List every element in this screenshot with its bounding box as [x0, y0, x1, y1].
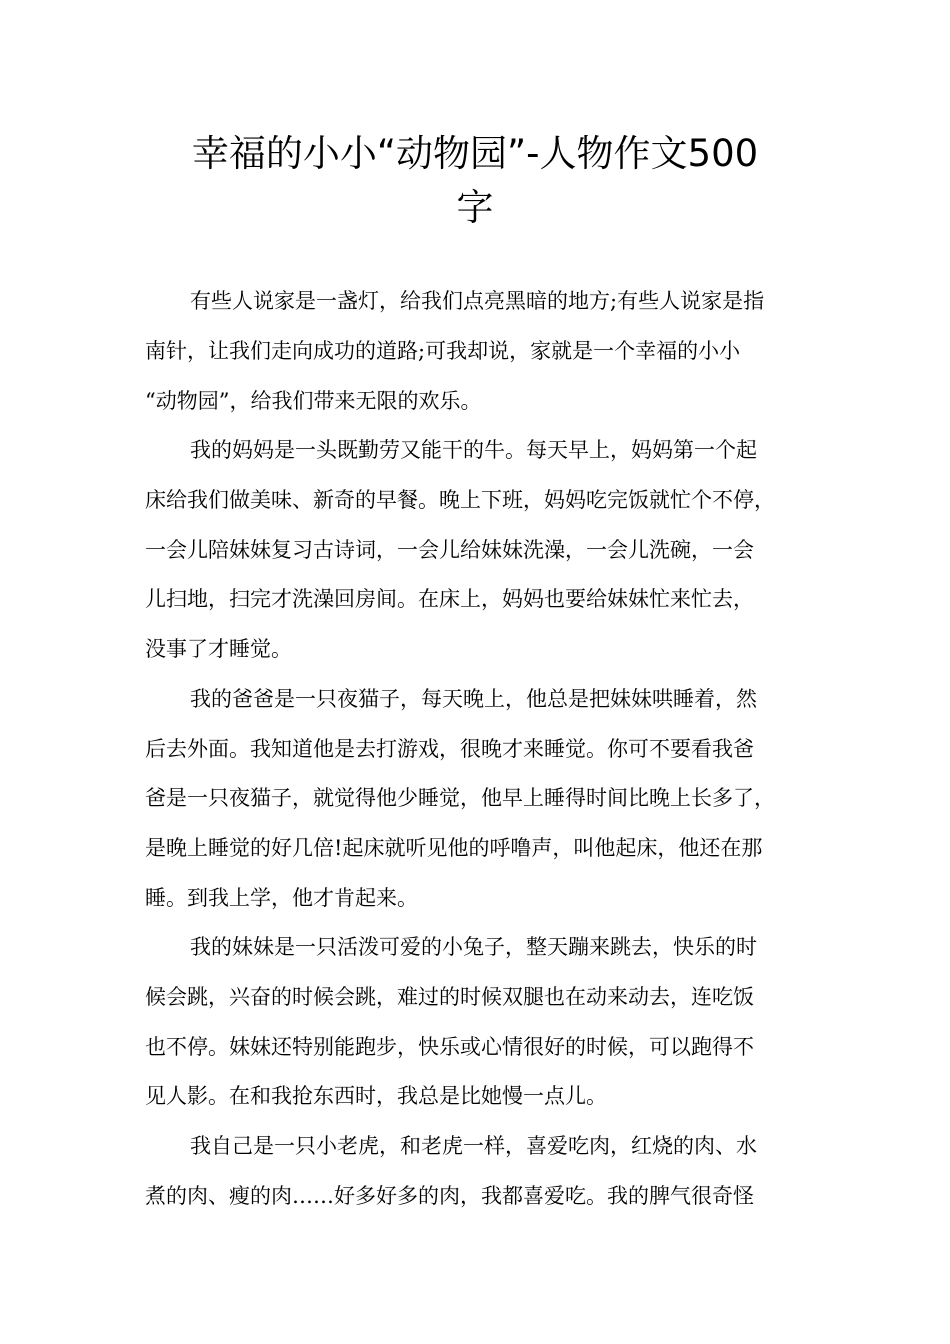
paragraph-4-line-2: 候会跳，兴奋的时候会跳，难过的时候双腿也在动来动去，连吃饭: [145, 985, 754, 1009]
paragraph-2-line-5: 没事了才睡觉。: [145, 637, 292, 661]
paragraph-2-line-4: 儿扫地，扫完才洗澡回房间。在床上，妈妈也要给妹妹忙来忙去，: [145, 587, 754, 611]
paragraph-3-line-3: 爸是一只夜猫子，就觉得他少睡觉，他早上睡得时间比晚上长多了，: [145, 786, 775, 810]
paragraph-3-line-5: 睡。到我上学，他才肯起来。: [145, 886, 418, 910]
paragraph-2-line-1: 我的妈妈是一头既勤劳又能干的牛。每天早上，妈妈第一个起: [190, 438, 757, 462]
paragraph-2-line-3: 一会儿陪妹妹复习古诗词，一会儿给妹妹洗澡，一会儿洗碗，一会: [145, 538, 754, 562]
paragraph-1-line-2: 南针，让我们走向成功的道路;可我却说，家就是一个幸福的小小: [145, 339, 741, 363]
paragraph-4-line-1: 我的妹妹是一只活泼可爱的小兔子，整天蹦来跳去，快乐的时: [190, 935, 757, 959]
document-title: [120, 127, 830, 235]
paragraph-5-line-1: 我自己是一只小老虎，和老虎一样，喜爱吃肉，红烧的肉、水: [190, 1134, 757, 1158]
paragraph-5-line-2: 煮的肉、瘦的肉……好多好多的肉，我都喜爱吃。我的脾气很奇怪: [145, 1184, 754, 1208]
paragraph-3-line-1: 我的爸爸是一只夜猫子，每天晚上，他总是把妹妹哄睡着，然: [190, 687, 757, 711]
paragraph-2-line-2: 床给我们做美味、新奇的早餐。晚上下班，妈妈吃完饭就忙个不停，: [145, 488, 775, 512]
paragraph-3-line-4: 是晚上睡觉的好几倍!起床就听见他的呼噜声，叫他起床，他还在那: [145, 836, 763, 860]
paragraph-4-line-3: 也不停。妹妹还特别能跑步，快乐或心情很好的时候，可以跑得不: [145, 1035, 754, 1059]
paragraph-4-line-4: 见人影。在和我抢东西时，我总是比她慢一点儿。: [145, 1084, 607, 1108]
title-line-1: 幸福的小小“动物园”-人物作文500: [191, 132, 759, 175]
paragraph-1-line-1: 有些人说家是一盏灯，给我们点亮黑暗的地方;有些人说家是指: [190, 289, 765, 313]
paragraph-3-line-2: 后去外面。我知道他是去打游戏，很晚才来睡觉。你可不要看我爸: [145, 737, 754, 761]
paragraph-1-line-3: “动物园”，给我们带来无限的欢乐。: [145, 389, 482, 413]
title-line-2: 字: [456, 186, 494, 229]
